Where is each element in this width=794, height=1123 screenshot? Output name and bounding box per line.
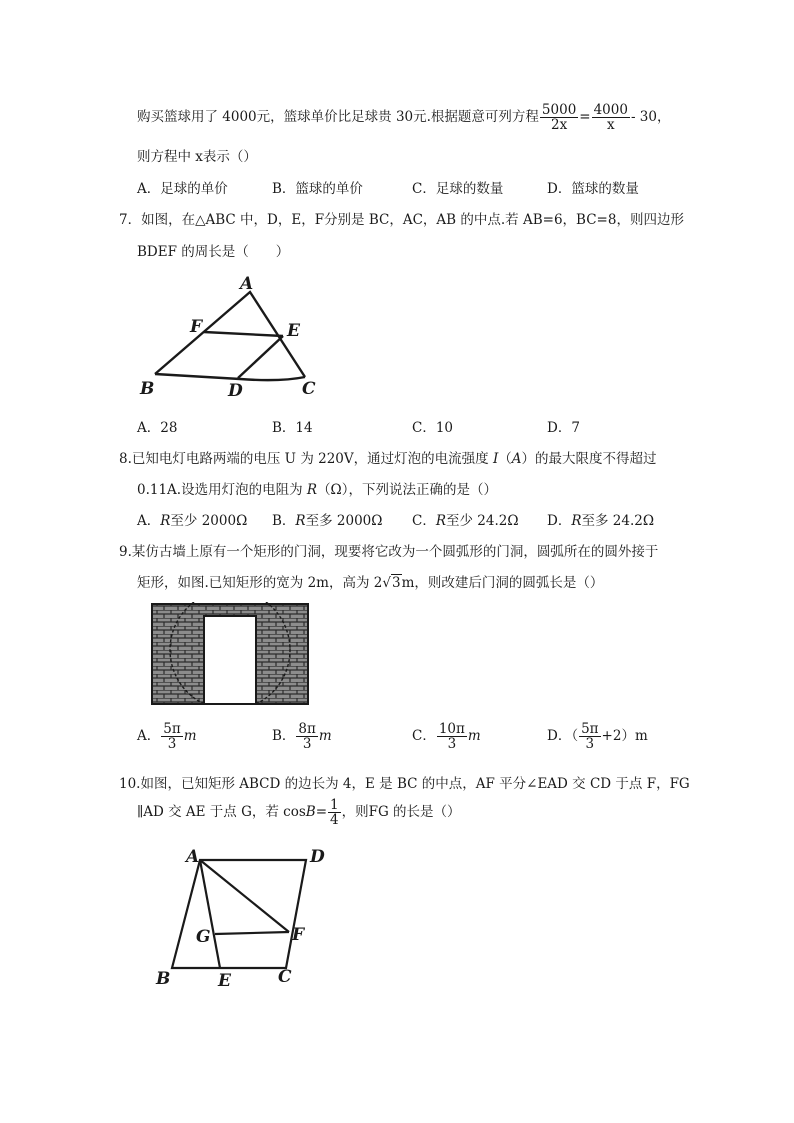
segment-ae xyxy=(200,860,220,968)
label-e: E xyxy=(287,321,300,341)
rectangular-doorway xyxy=(204,616,256,704)
q6-fraction-1: $\frac{5000}{2x}$ xyxy=(541,102,577,134)
q6-line2: 则方程中 x表示（） xyxy=(137,149,257,165)
q10-line1: 10.如图，已知矩形 ABCD 的边长为 4，E 是 BC 的中点，AF 平分∠EAD 交 CD 于点 F，FG xyxy=(119,776,690,792)
q9-option-a[interactable]: A． $\frac{5\pi}{3}$ m xyxy=(137,721,197,753)
q6-option-c[interactable]: C．足球的数量 xyxy=(412,181,504,197)
label-d: D xyxy=(310,847,325,867)
triangle-base xyxy=(155,374,305,380)
segment-af xyxy=(200,860,289,932)
label-a: A xyxy=(240,274,254,294)
q9-line2: 矩形，如图.已知矩形的宽为 2m，高为 2√3m，则改建后门洞的圆弧长是（） xyxy=(137,575,604,591)
q8-option-b[interactable]: B．R至多 2000Ω xyxy=(272,513,383,529)
q6-option-d[interactable]: D．篮球的数量 xyxy=(547,181,639,197)
label-e: E xyxy=(218,971,231,991)
label-b: B xyxy=(140,379,155,399)
q6-option-a[interactable]: A．足球的单价 xyxy=(137,181,228,197)
q6-fraction-2: $\frac{4000}{x}$ xyxy=(593,102,628,134)
q8-option-a[interactable]: A．R至少 2000Ω xyxy=(137,513,248,529)
q9-line1: 9.某仿古墙上原有一个矩形的门洞，现要将它改为一个圆弧形的门洞，圆弧所在的圆外接于 xyxy=(119,544,659,560)
parallelogram-abcd xyxy=(172,860,306,968)
sqrt-3: √3 xyxy=(382,575,401,591)
label-a: A xyxy=(186,847,200,867)
segment-fe xyxy=(204,332,283,336)
q7-option-c[interactable]: C．10 xyxy=(412,420,454,436)
q7-triangle-figure xyxy=(130,270,350,405)
label-b: B xyxy=(156,969,171,989)
label-c: C xyxy=(278,967,292,987)
q7-line2: BDEF 的周长是（ ） xyxy=(137,244,290,260)
q9-option-c[interactable]: C． $\frac{10\pi}{3}$ m xyxy=(412,721,481,753)
q6-option-b[interactable]: B．篮球的单价 xyxy=(272,181,363,197)
q9-option-b[interactable]: B． $\frac{8\pi}{3}$ m xyxy=(272,721,332,753)
q9-option-d[interactable]: D．（ $\frac{5\pi}{3}$ +2）m xyxy=(547,721,648,753)
label-g: G xyxy=(196,927,211,947)
segment-gf xyxy=(215,932,289,934)
q10-line2: ∥AD 交 AE 于点 G，若 cosB= $\frac{1}{4}$ ，则FG 的长是（） xyxy=(137,797,461,829)
q7-line1: 7．如图，在△ABC 中，D，E，F分别是 BC，AC，AB 的中点.若 AB=6，BC=8，则四边形 xyxy=(119,212,684,228)
label-f: F xyxy=(292,925,305,945)
q10-fraction: $\frac{1}{4}$ xyxy=(330,797,339,829)
segment-ed xyxy=(238,336,283,378)
q6-line1: 购买篮球用了 4000元，篮球单价比足球贵 30元.根据题意可列方程 $\frac{5000}{2x}$ = $\frac{4000}{x}$ - 30， xyxy=(137,102,671,134)
q10-parallelogram-figure xyxy=(150,842,350,992)
q9-wall-figure xyxy=(150,602,310,706)
q8-line2: 0.11A.设选用灯泡的电阻为 R（Ω），下列说法正确的是（） xyxy=(137,482,498,498)
q8-option-c[interactable]: C．R至少 24.2Ω xyxy=(412,513,519,529)
label-d: D xyxy=(228,381,243,401)
q6-line1-end: - 30， xyxy=(630,109,671,126)
q6-line1-text: 购买篮球用了 4000元，篮球单价比足球贵 30元.根据题意可列方程 xyxy=(137,109,539,126)
q7-option-d[interactable]: D．7 xyxy=(547,420,580,436)
label-c: C xyxy=(302,379,316,399)
label-f: F xyxy=(190,317,203,337)
q8-line1: 8.已知电灯电路两端的电压 U 为 220V，通过灯泡的电流强度 I（A）的最大限度不得超过 xyxy=(119,451,657,467)
q8-option-d[interactable]: D．R至多 24.2Ω xyxy=(547,513,655,529)
q7-option-a[interactable]: A．28 xyxy=(137,420,178,436)
q7-option-b[interactable]: B．14 xyxy=(272,420,313,436)
